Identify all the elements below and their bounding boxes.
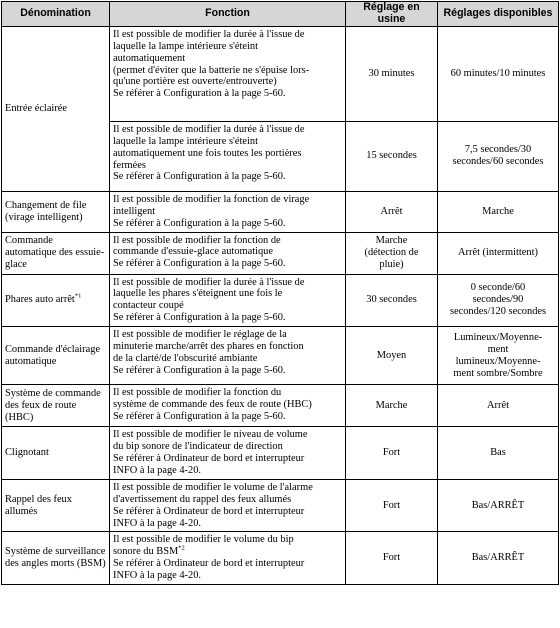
text-line: 60 minutes/10 minutes — [450, 67, 546, 79]
setting-name-text: Commande automatique des essuie-glace — [5, 235, 105, 270]
available-settings — [438, 385, 559, 427]
table-row — [2, 232, 559, 274]
text-line: ment — [487, 343, 509, 355]
text-line: Se référer à Ordinateur de bord et interrupteur — [113, 452, 305, 464]
setting-function — [110, 327, 346, 385]
table-row — [2, 191, 559, 232]
text-line: automatiquement une fois toutes les portières — [113, 147, 302, 159]
text-line: d'avertissement du rappel des feux allumés — [113, 493, 292, 505]
table-row — [2, 427, 559, 480]
setting-name-text: Système de surveillance des angles morts (BSM) — [5, 546, 106, 570]
text-line: Il est possible de modifier le niveau de volume — [113, 429, 308, 441]
text-line: 15 secondes — [366, 150, 417, 162]
factory-setting — [346, 274, 438, 327]
text-line: Se référer à Ordinateur de bord et interrupteur — [113, 558, 305, 570]
setting-function — [110, 26, 346, 121]
setting-name — [2, 385, 110, 427]
table-body — [2, 26, 559, 584]
setting-name-text: Système de commande des feux de route (HBC) — [5, 387, 101, 423]
text-line: système de commande des feux de route (HBC) — [113, 399, 312, 411]
setting-function — [110, 274, 346, 327]
text-line: Il est possible de modifier le volume du bip — [113, 534, 294, 546]
setting-function — [110, 427, 346, 480]
text-line: Arrêt — [487, 399, 509, 411]
text-line: sonore du BSM — [113, 546, 179, 558]
factory-setting — [346, 26, 438, 121]
text-line: INFO à la page 4-20. — [113, 464, 202, 476]
header-denomination: Dénomination — [2, 2, 110, 27]
table-row — [2, 274, 559, 327]
table-row — [2, 26, 559, 121]
text-line: Marche — [375, 399, 408, 411]
setting-name — [2, 26, 110, 191]
text-line: Il est possible de modifier la fonction de — [113, 234, 281, 246]
text-line: Arrêt — [380, 205, 403, 217]
text-line: Se référer à Configuration à la page 5-60. — [113, 312, 286, 324]
available-settings — [438, 26, 559, 121]
factory-setting — [346, 427, 438, 480]
text-line: Il est possible de modifier la durée à l'issue de — [113, 123, 305, 135]
available-settings — [438, 191, 559, 232]
text-line: Il est possible de modifier le réglage de la — [113, 329, 287, 341]
header-reglages-disponibles: Réglages disponibles — [438, 2, 559, 27]
text-line: Lumineux/Moyenne- — [453, 331, 543, 343]
text-line: lumineux/Moyenne- — [455, 355, 541, 367]
text-line: Fort — [382, 552, 401, 564]
text-line: contacteur coupé — [113, 300, 184, 312]
text-line: fermées — [113, 159, 146, 171]
setting-name — [2, 232, 110, 274]
text-line: ment sombre/Sombre — [453, 367, 543, 379]
table-row — [2, 532, 559, 585]
footnote-marker: *2 — [178, 544, 185, 552]
text-line: laquelle les phares s'éteignent une fois le — [113, 288, 283, 300]
text-line: Fort — [382, 499, 401, 511]
text-line: pluie) — [379, 258, 404, 270]
text-line: du bip sonore de l'indicateur de direction — [113, 441, 283, 453]
text-line: intelligent — [113, 205, 156, 217]
table-row — [2, 479, 559, 532]
setting-name — [2, 191, 110, 232]
text-line: commande d'essuie-glace automatique — [113, 246, 273, 258]
text-line: Bas — [490, 447, 506, 459]
text-line: Se référer à Configuration à la page 5-60. — [113, 410, 286, 422]
text-line: secondes/60 secondes — [452, 156, 544, 168]
available-settings — [438, 427, 559, 480]
available-settings — [438, 327, 559, 385]
setting-name-text: Clignotant — [5, 447, 49, 459]
settings-table — [1, 1, 559, 585]
factory-setting — [346, 191, 438, 232]
header-fonction: Fonction — [110, 2, 346, 27]
table-row — [2, 327, 559, 385]
text-line: Se référer à Configuration à la page 5-60. — [113, 171, 286, 183]
text-line: de la clarté/de l'obscurité ambiante — [113, 352, 258, 364]
factory-setting — [346, 327, 438, 385]
setting-name — [2, 274, 110, 327]
text-line: Il est possible de modifier la fonction de virage — [113, 193, 310, 205]
setting-name — [2, 532, 110, 585]
setting-name-text: Entrée éclairée — [5, 102, 68, 114]
setting-function — [110, 479, 346, 532]
available-settings — [438, 532, 559, 585]
setting-name — [2, 327, 110, 385]
text-line: Se référer à Configuration à la page 5-60. — [113, 258, 286, 270]
text-line: Se référer à Configuration à la page 5-60. — [113, 364, 286, 376]
available-settings — [438, 479, 559, 532]
setting-name-text: Changement de file (virage intelligent) — [5, 199, 87, 223]
text-line: INFO à la page 4-20. — [113, 517, 202, 529]
setting-name-text: Commande d'éclairage automatique — [5, 343, 101, 367]
header-reglage-usine: Réglage en usine — [346, 2, 438, 27]
text-line: Il est possible de modifier le volume de l'alarme — [113, 481, 313, 493]
text-line: qu'une portière est ouverte/entrouverte) — [113, 76, 277, 88]
setting-function — [110, 532, 346, 585]
text-line: INFO à la page 4-20. — [113, 570, 202, 582]
text-line: Marche — [482, 205, 514, 217]
available-settings — [438, 232, 559, 274]
factory-setting — [346, 532, 438, 585]
factory-setting — [346, 121, 438, 191]
text-line: Fort — [382, 447, 401, 459]
text-line: Se référer à Configuration à la page 5-60. — [113, 88, 286, 100]
text-line: Se référer à Ordinateur de bord et interrupteur — [113, 505, 305, 517]
text-line: Il est possible de modifier la durée à l'issue de — [113, 276, 305, 288]
setting-name-text: Rappel des feux allumés — [5, 493, 72, 517]
header-row — [2, 2, 559, 27]
setting-function — [110, 232, 346, 274]
text-line: minuterie marche/arrêt des phares en fonction — [113, 341, 304, 353]
factory-setting — [346, 232, 438, 274]
text-line: 30 secondes — [366, 294, 417, 306]
text-line: Il est possible de modifier la fonction du — [113, 387, 282, 399]
text-line: automatiquement — [113, 52, 186, 64]
text-line: Il est possible de modifier la durée à l'issue de — [113, 28, 305, 40]
text-line: 30 minutes — [368, 67, 415, 79]
setting-name — [2, 427, 110, 480]
text-line: (détection de — [364, 247, 419, 259]
text-line: 0 seconde/60 — [470, 282, 526, 294]
text-line: Bas/ARRÊT — [471, 499, 525, 511]
setting-function — [110, 191, 346, 232]
text-line: (permet d'éviter que la batterie ne s'épuise lors- — [113, 64, 310, 76]
text-line: secondes/90 — [472, 294, 524, 306]
setting-name — [2, 479, 110, 532]
factory-setting — [346, 479, 438, 532]
text-line: Arrêt (intermittent) — [458, 247, 538, 259]
text-line: Marche — [375, 235, 408, 247]
text-line: Moyen — [376, 349, 407, 361]
text-line: 7,5 secondes/30 — [464, 144, 532, 156]
setting-name-text: Phares auto arrêt — [5, 294, 75, 306]
setting-function — [110, 385, 346, 427]
available-settings — [438, 121, 559, 191]
available-settings — [438, 274, 559, 327]
text-line: laquelle la lampe intérieure s'éteint — [113, 40, 258, 52]
text-line: secondes/120 secondes — [449, 306, 547, 318]
table-row — [2, 385, 559, 427]
text-line: Se référer à Configuration à la page 5-60. — [113, 217, 286, 229]
text-line: laquelle la lampe intérieure s'éteint — [113, 135, 258, 147]
footnote-marker: *1 — [74, 292, 82, 300]
factory-setting — [346, 385, 438, 427]
text-line: Bas/ARRÊT — [471, 552, 525, 564]
setting-function — [110, 121, 346, 191]
